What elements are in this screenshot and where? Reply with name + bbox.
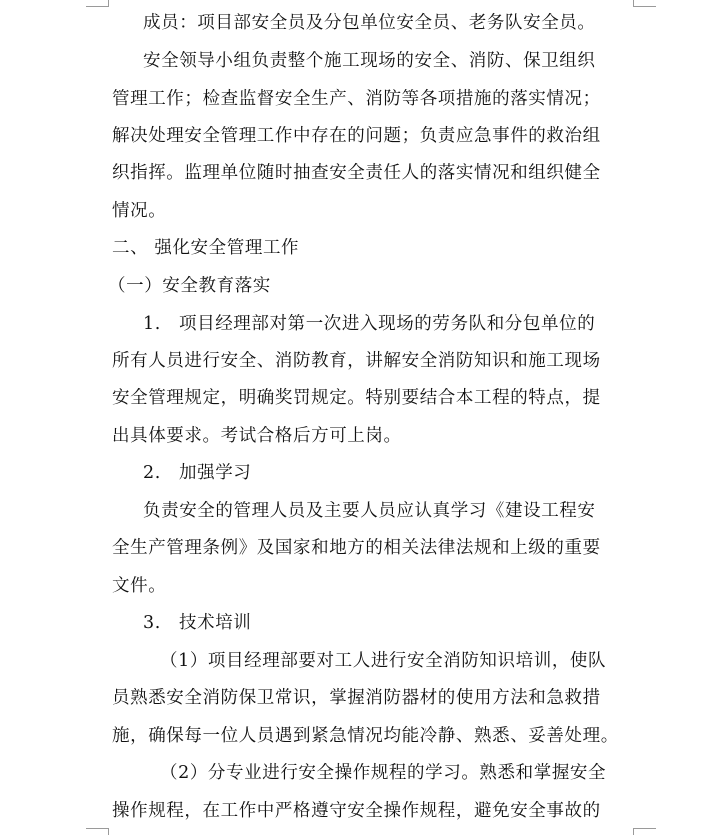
text-line: 出具体要求。考试合格后方可上岗。 (112, 426, 402, 446)
text-line: （1）项目经理部要对工人进行安全消防知识培训，使队 (160, 651, 607, 671)
section-heading: 二、 强化安全管理工作 (112, 238, 300, 258)
text-line: 管理工作；检查监督安全生产、消防等各项措施的落实情况； (112, 89, 601, 109)
text-line: 全生产管理条例》及国家和地方的相关法律法规和上级的重要 (112, 538, 601, 558)
text-line: 情况。 (112, 201, 167, 221)
text-line: （2）分专业进行安全操作规程的学习。熟悉和掌握安全 (160, 763, 607, 783)
text-line: 织指挥。监理单位随时抽查安全责任人的落实情况和组织健全 (112, 163, 601, 183)
text-line: 员熟悉安全消防保卫常识，掌握消防器材的使用方法和急救措 (112, 688, 601, 708)
text-line: 成员：项目部安全员及分包单位安全员、老务队安全员。 (143, 13, 596, 33)
text-line: 安全管理规定，明确奖罚规定。特别要结合本工程的特点，提 (112, 388, 601, 408)
numbered-heading: 2. 加强学习 (143, 463, 252, 483)
text-line: 1. 项目经理部对第一次进入现场的劳务队和分包单位的 (143, 314, 596, 334)
text-line: 施，确保每一位人员遇到紧急情况均能冷静、熟悉、妥善处理。 (112, 726, 619, 746)
text-line: 文件。 (112, 576, 167, 596)
crop-mark-top-right (633, 0, 656, 7)
crop-mark-top-left (86, 0, 109, 7)
text-line: 所有人员进行安全、消防教育，讲解安全消防知识和施工现场 (112, 351, 601, 371)
numbered-heading: 3. 技术培训 (143, 613, 252, 633)
text-line: 安全领导小组负责整个施工现场的安全、消防、保卫组织 (143, 51, 596, 71)
text-line: 解决处理安全管理工作中存在的问题；负责应急事件的救治组 (112, 126, 601, 146)
text-line: 负责安全的管理人员及主要人员应认真学习《建设工程安 (143, 501, 596, 521)
text-line: 操作规程，在工作中严格遵守安全操作规程，避免安全事故的 (112, 801, 601, 821)
subsection-heading: （一）安全教育落实 (108, 276, 271, 296)
